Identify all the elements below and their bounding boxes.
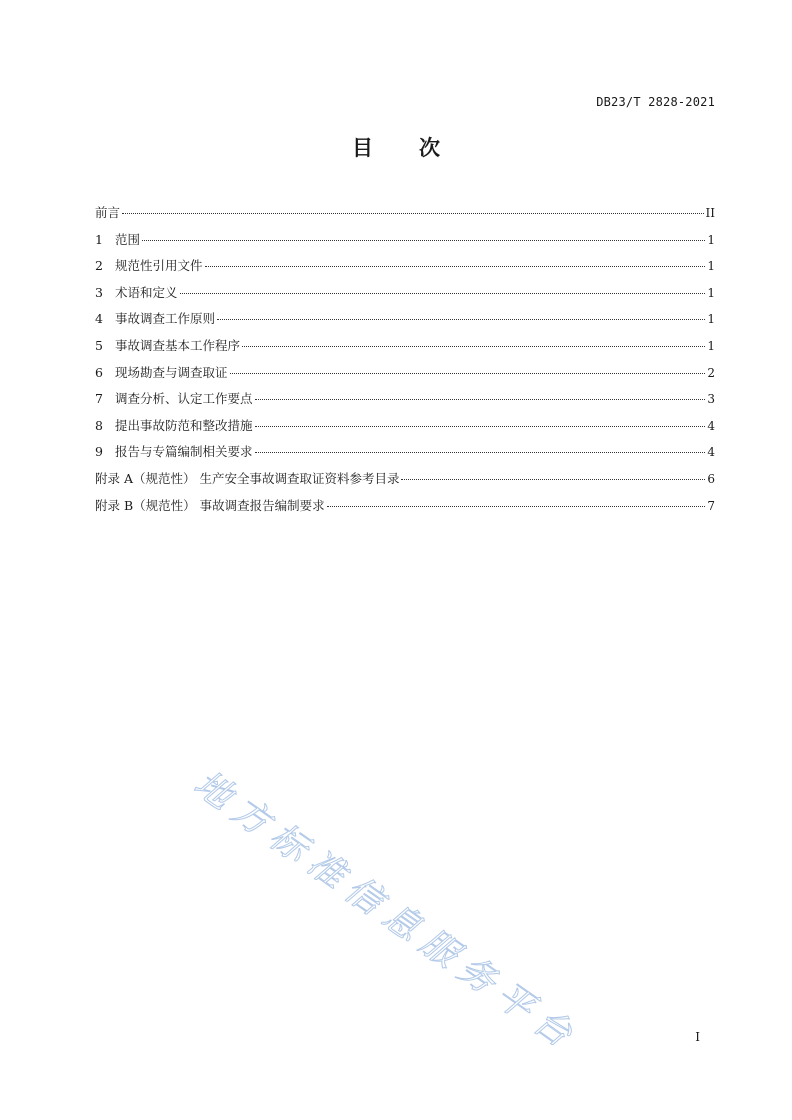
toc-label: 提出事故防范和整改措施 <box>115 417 253 433</box>
watermark: 地方标准信息服务平台 <box>186 763 587 1061</box>
toc-entry-5[interactable] <box>95 337 715 364</box>
toc-label: 范围 <box>115 231 141 247</box>
toc-page: 3 <box>707 392 715 407</box>
standard-code: DB23/T 2828-2021 <box>596 95 715 109</box>
toc-label: 报告与专篇编制相关要求 <box>115 444 253 460</box>
toc-page: 7 <box>707 498 715 513</box>
page-title <box>0 132 792 162</box>
toc-page: II <box>705 206 715 220</box>
toc-label: 附录 B（规范性） 事故调查报告编制要求 <box>95 497 325 513</box>
toc-leader <box>327 506 706 507</box>
toc-label: 事故调查基本工作程序 <box>115 337 241 353</box>
toc-leader <box>242 346 705 347</box>
toc-number: 4 <box>95 311 103 327</box>
toc-entry-foreword[interactable] <box>95 204 715 231</box>
toc-entry-6[interactable] <box>95 364 715 391</box>
toc-number: 2 <box>95 258 103 274</box>
toc-leader <box>205 266 706 267</box>
toc-entry-1[interactable] <box>95 231 715 258</box>
toc-leader <box>255 426 706 427</box>
toc-page: 1 <box>707 312 715 327</box>
toc-number: 8 <box>95 417 103 433</box>
toc-number: 3 <box>95 284 103 300</box>
toc-leader <box>122 213 704 214</box>
toc-page: 2 <box>707 365 715 380</box>
toc-number: 6 <box>95 364 103 380</box>
toc-page: 6 <box>707 471 715 486</box>
toc-number: 7 <box>95 391 103 407</box>
toc-number: 1 <box>95 231 103 247</box>
title-char-2: 次 <box>419 136 440 160</box>
toc-label: 现场勘查与调查取证 <box>115 364 228 380</box>
toc-label: 事故调查工作原则 <box>115 311 216 327</box>
toc-number: 9 <box>95 444 103 460</box>
toc-page: 4 <box>707 418 715 433</box>
toc-entry-9[interactable] <box>95 443 715 470</box>
toc-leader <box>217 319 705 320</box>
toc-leader <box>255 399 706 400</box>
toc-entry-appendix-b[interactable] <box>95 497 715 524</box>
toc-entry-2[interactable] <box>95 257 715 284</box>
page-number: I <box>695 1030 700 1044</box>
toc-leader <box>142 240 705 241</box>
title-char-1: 目 <box>352 136 373 160</box>
toc-leader <box>255 452 706 453</box>
toc-number: 5 <box>95 337 103 353</box>
toc-entry-8[interactable] <box>95 417 715 444</box>
table-of-contents <box>95 204 715 523</box>
toc-leader <box>180 293 706 294</box>
toc-page: 4 <box>707 445 715 460</box>
toc-page: 1 <box>707 259 715 274</box>
toc-entry-3[interactable] <box>95 284 715 311</box>
toc-label: 术语和定义 <box>115 284 178 300</box>
toc-page: 1 <box>707 232 715 247</box>
toc-page: 1 <box>707 338 715 353</box>
toc-leader <box>230 373 706 374</box>
toc-leader <box>401 479 705 480</box>
toc-page: 1 <box>707 285 715 300</box>
toc-entry-4[interactable] <box>95 310 715 337</box>
toc-entry-7[interactable] <box>95 390 715 417</box>
toc-entry-appendix-a[interactable] <box>95 470 715 497</box>
toc-label: 附录 A（规范性） 生产安全事故调查取证资料参考目录 <box>95 470 400 486</box>
toc-label: 规范性引用文件 <box>115 258 203 274</box>
toc-label: 前言 <box>95 205 121 220</box>
toc-label: 调查分析、认定工作要点 <box>115 391 253 407</box>
